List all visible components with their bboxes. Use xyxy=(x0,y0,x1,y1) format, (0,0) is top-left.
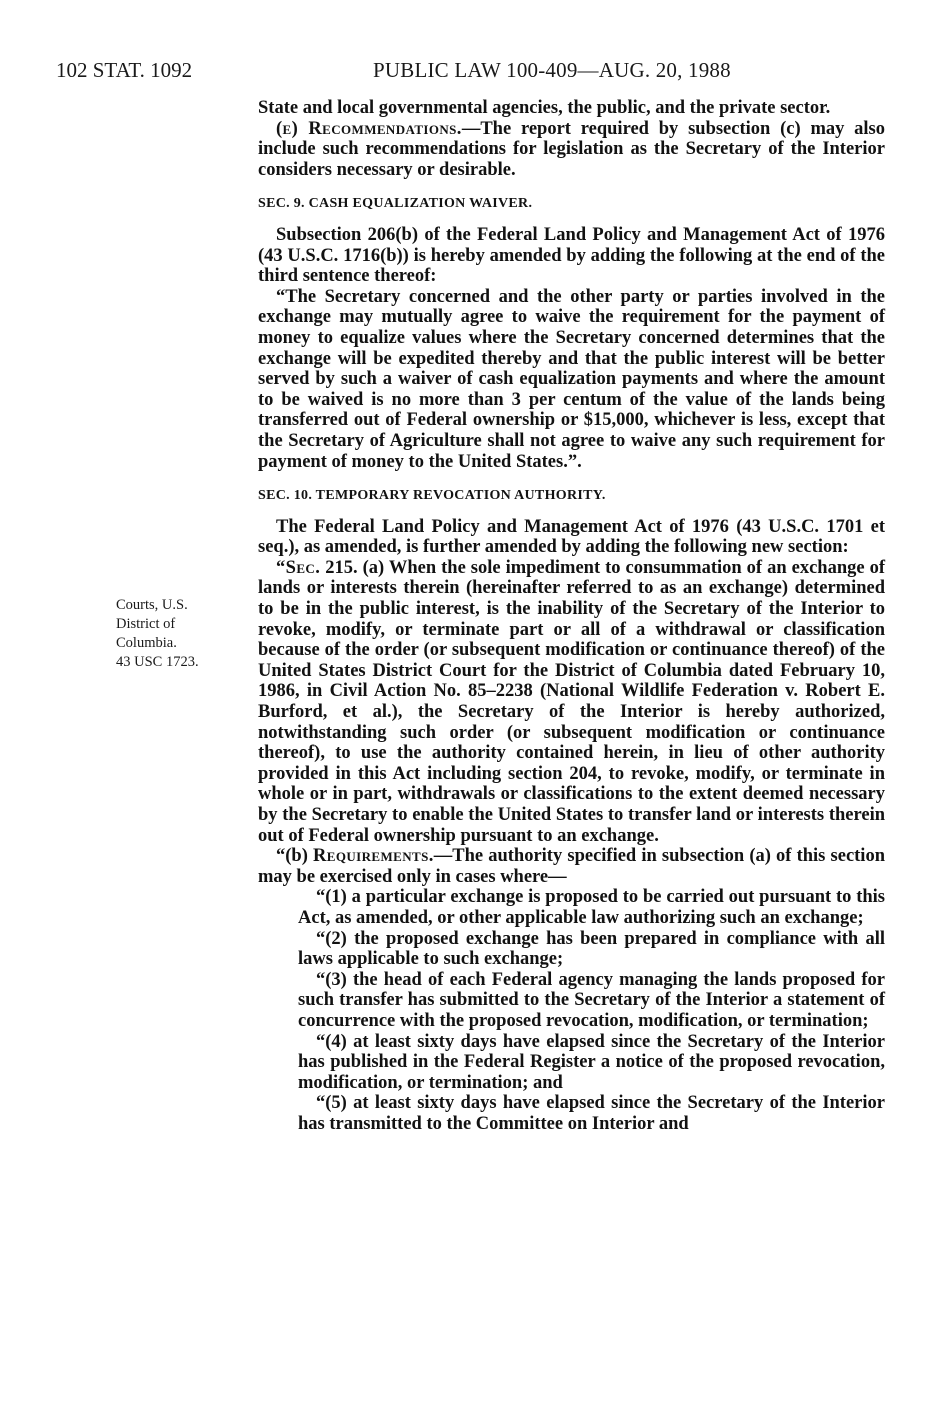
paragraph xyxy=(258,846,885,887)
statute-page-number: 102 STAT. 1092 xyxy=(56,58,193,82)
list-item: “(5) at least sixty days have elapsed since the Secretary of the Interior has transmitted to the Committee on Interior and xyxy=(298,1093,885,1134)
quoted-amendment: “The Secretary concerned and the other party or parties involved in the exchange may mutually agree to waive the requirement for the payment of money to equalize values where the Secretary concerned determines that the exchange will be expedited thereby and that the public interest will be better served by such a waiver of cash equalization payments and where the amount to be waived is no more than 3 per centum of the value of the lands being transferred out of Federal ownership or $15,000, whichever is less, except that the Secretary of Agriculture shall not agree to waive any such requirement for payment of money to the United States.”. xyxy=(258,286,885,472)
paragraph: Subsection 206(b) of the Federal Land Policy and Management Act of 1976 (43 U.S.C. 1716(b)) is hereby amended by adding the following at the end of the third sentence thereof: xyxy=(258,224,885,287)
section-heading: SEC. 10. TEMPORARY REVOCATION AUTHORITY. xyxy=(258,488,606,504)
subsection-heading: Requirements. xyxy=(313,846,434,867)
public-law-title: PUBLIC LAW 100-409—AUG. 20, 1988 xyxy=(373,58,731,82)
margin-note xyxy=(116,596,236,672)
list-item: “(2) the proposed exchange has been prepared in compliance with all laws applicable to such exchange; xyxy=(298,928,885,970)
section-label: “Sec. xyxy=(276,557,321,578)
list-item: “(3) the head of each Federal agency managing the lands proposed for such transfer has submitted to the Secretary of the Interior a statement of concurrence with the proposed revocation, modification, or termination; xyxy=(298,969,885,1031)
document-body xyxy=(258,98,885,1135)
margin-note-line: District of xyxy=(116,616,176,632)
section-heading: SEC. 9. CASH EQUALIZATION WAIVER. xyxy=(258,196,533,212)
paragraph: State and local governmental agencies, the public, and the private sector. xyxy=(258,98,831,118)
margin-note-line: Courts, U.S. xyxy=(116,597,188,613)
margin-note-line: Columbia. xyxy=(116,635,177,651)
paragraph-text: 215. (a) When the sole impediment to consummation of an exchange of lands or interests therein (hereinafter referred to as an exchange) determined to be in the public interest, is the inability of the Secretary of the Interior to revoke, modify, or terminate part or all of a withdrawal or classification because of the order (or subsequent modification or continuance thereof) of the United States District Court for the District of Columbia dated February 10, 1986, in Civil Action No. 85–2238 (National Wildlife Federation v. Robert E. Burford, et al.), the Secretary of the Interior is hereby authorized, notwithstanding such order (or subsequent modification or continuance thereof), to use the authority contained herein, in lieu of other authority provided in this Act including section 204, to revoke, modify, or terminate in whole or in part, withdrawals or classifications to the extent deemed necessary by the Secretary to enable the United States to transfer land or interests therein out of Federal ownership pursuant to an exchange. xyxy=(258,557,885,846)
page-header xyxy=(56,58,896,88)
paragraph-text: —The authority specified in subsection (a) of this section may be exercised only in cases where— xyxy=(258,846,885,887)
paragraph xyxy=(258,119,885,181)
list-item: “(1) a particular exchange is proposed to be carried out pursuant to this Act, as amended, or other applicable law authorizing such an exchange; xyxy=(298,887,885,928)
list-item: “(4) at least sixty days have elapsed since the Secretary of the Interior has published in the Federal Register a notice of the proposed revocation, modification, or termination; and xyxy=(298,1031,885,1093)
section-215-paragraph xyxy=(258,558,885,846)
paragraph-text: —The report required by subsection (c) may also include such recommendations for legislation as the Secretary of the Interior considers necessary or desirable. xyxy=(258,118,885,180)
subsection-heading: (e) Recommendations. xyxy=(276,118,462,139)
subsection-open: “(b) xyxy=(276,846,314,867)
paragraph: The Federal Land Policy and Management Act of 1976 (43 U.S.C. 1701 et seq.), as amended, is further amended by adding the following new section: xyxy=(258,516,885,558)
margin-note-citation: 43 USC 1723. xyxy=(116,654,199,670)
